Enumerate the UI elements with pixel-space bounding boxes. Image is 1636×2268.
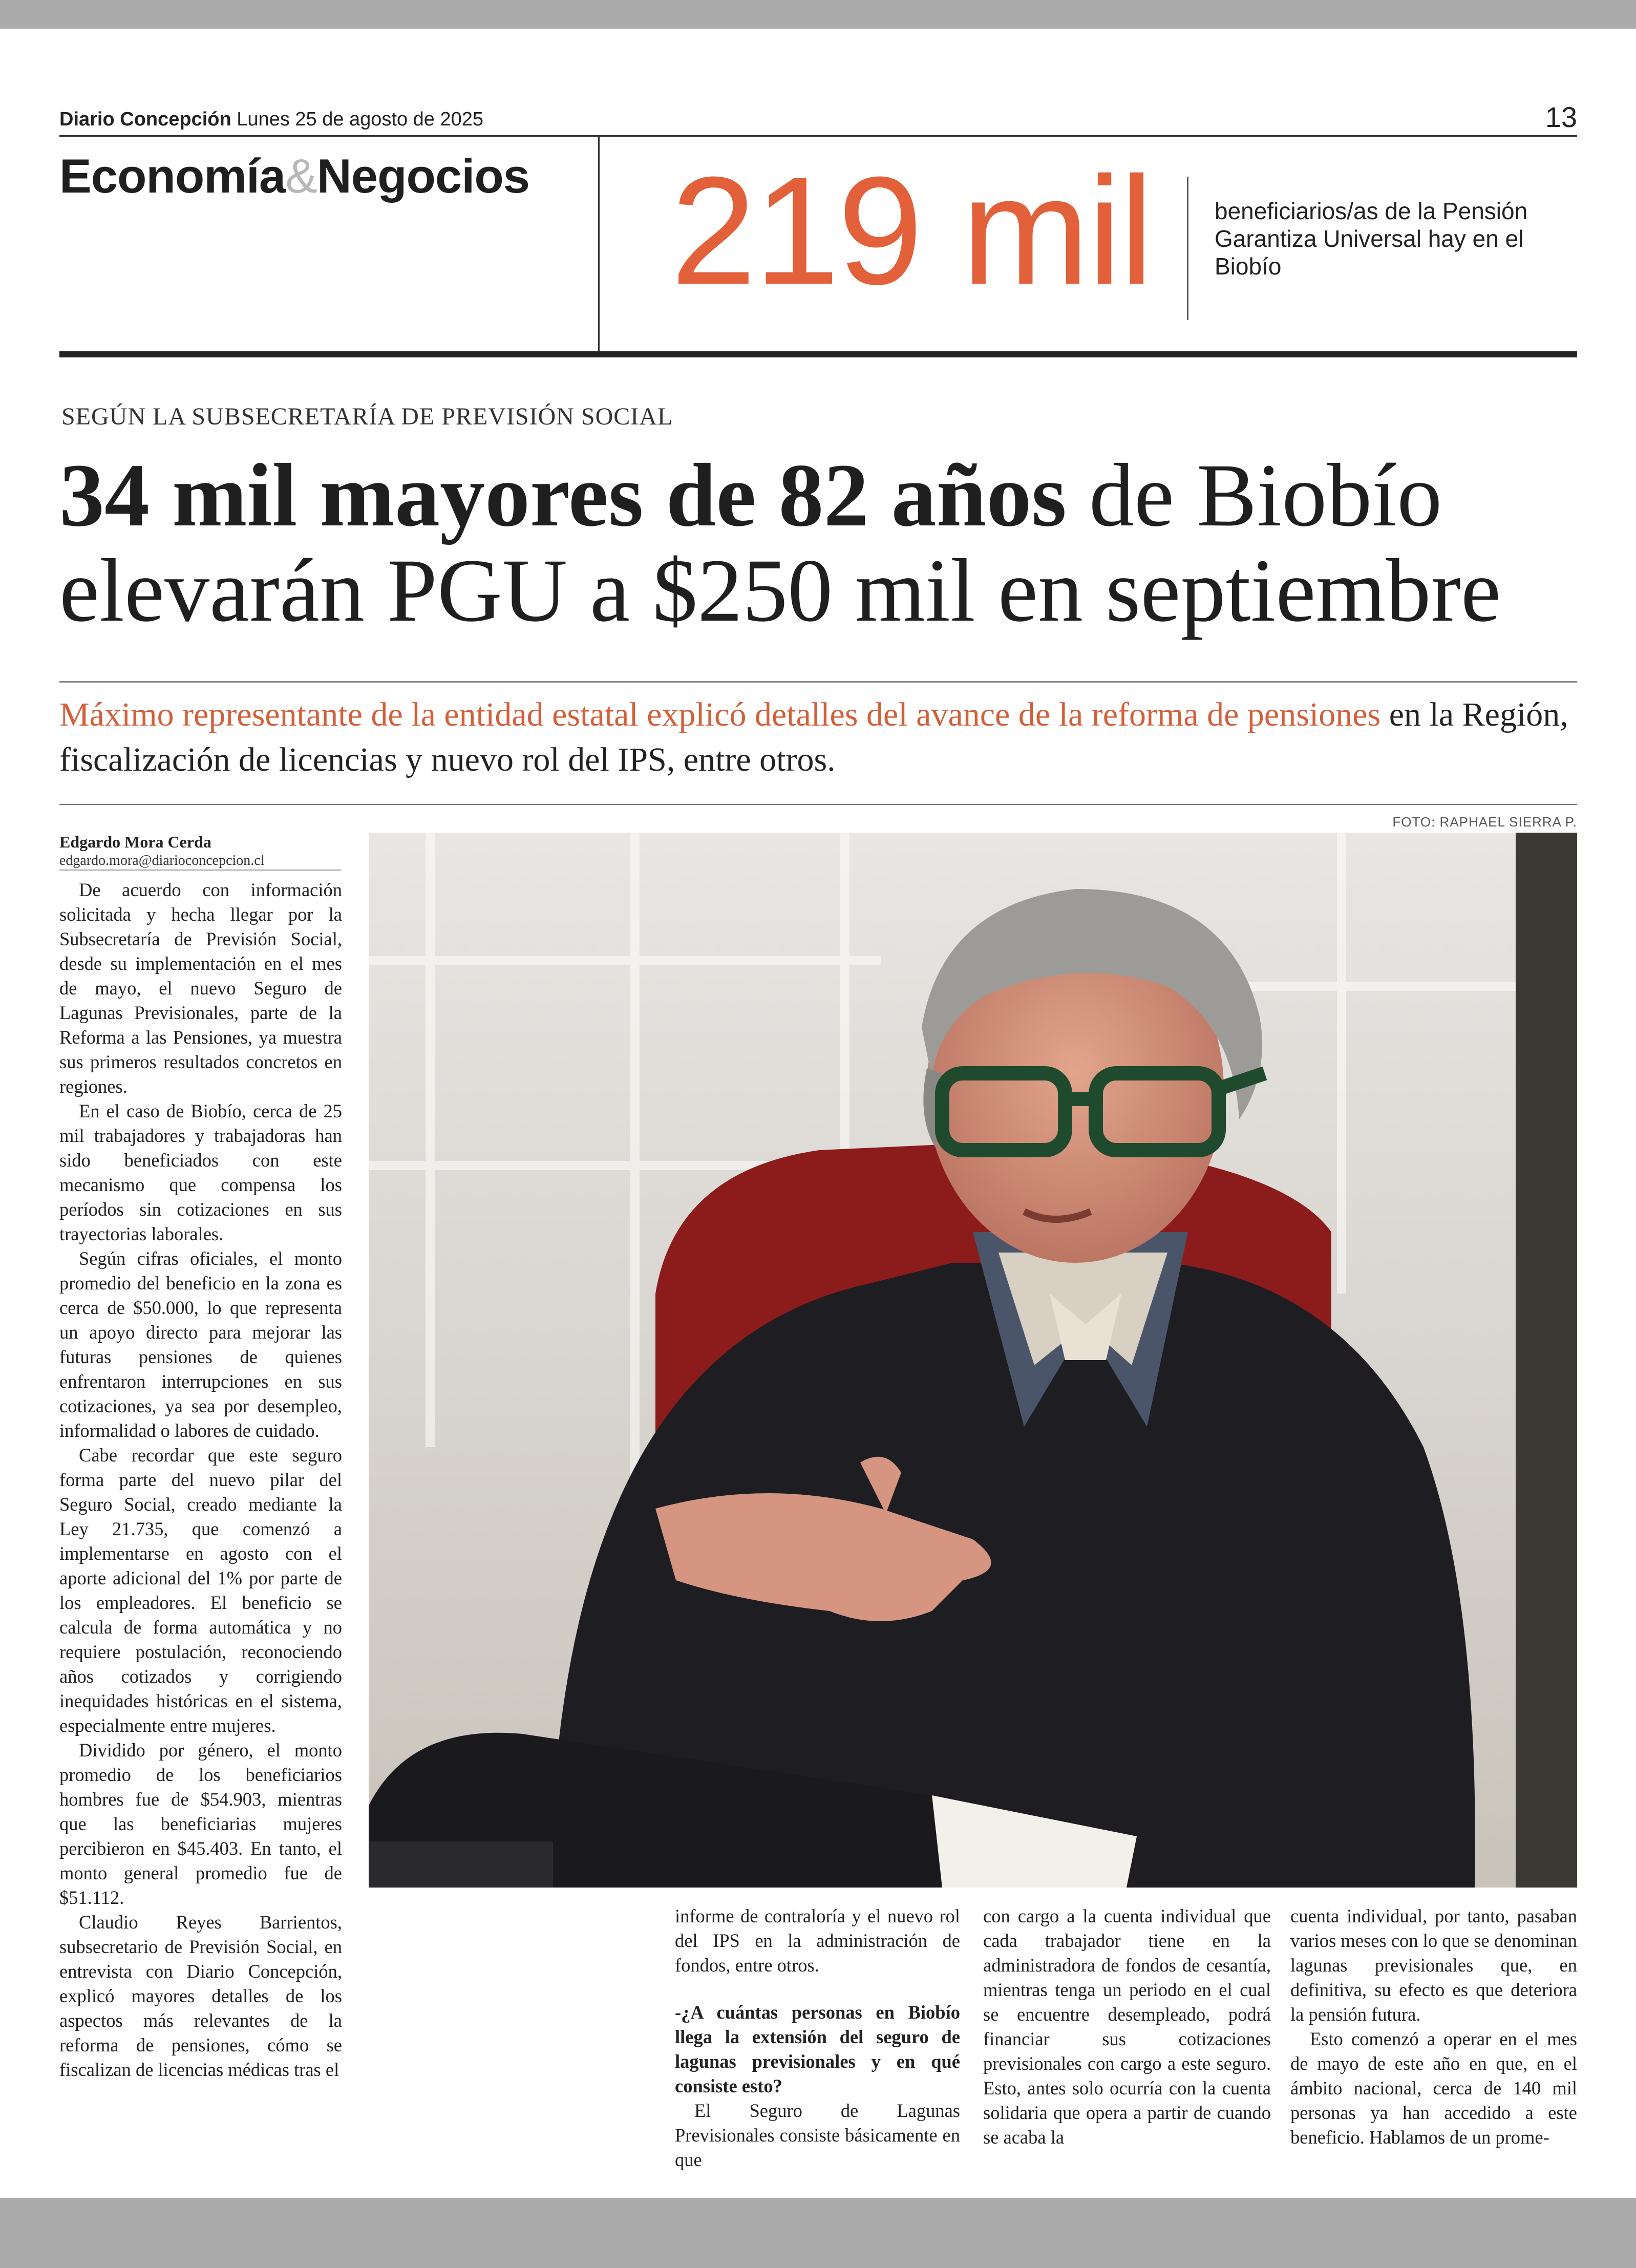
section-ampersand: & bbox=[285, 149, 317, 203]
folio-line bbox=[59, 109, 483, 131]
article-photo bbox=[369, 833, 1577, 1888]
byline-rule bbox=[59, 870, 341, 871]
deck-highlight: Máximo representante de la entidad estatal explicó detalles del avance de la reforma de pensiones bbox=[59, 696, 1381, 733]
issue-date: Lunes 25 de agosto de 2025 bbox=[237, 109, 484, 130]
headline-rest: de Biobío elevarán PGU a $250 mil en septiembre bbox=[59, 446, 1501, 641]
body-paragraph: Claudio Reyes Barrientos, subsecretario de Previsión Social, en entrevista con Diario Concepción, explicó mayores detalles de los aspectos más relevantes de la reforma de pensiones, cómo se fiscalizan de licencias médicas tras el bbox=[59, 1912, 342, 2080]
body-paragraph: Cabe recordar que este seguro forma parte del nuevo pilar del Seguro Social, creado mediante la Ley 21.735, que comenzó a implementarse en agosto con el aporte adicional del 1% por parte de los empleadores. El beneficio se calcula de forma automática y no requiere postulación, reconociendo años cotizados y corrigiendo inequidades históricas en el sistema, especialmente entre mujeres. bbox=[59, 1445, 342, 1736]
body-paragraph: cuenta individual, por tanto, pasaban varios meses con lo que se denominan lagunas previsionales que, en definitiva, su efecto es que deteriora la pensión futura. bbox=[1290, 1905, 1577, 2025]
interview-question: -¿A cuántas personas en Biobío llega la extensión del seguro de lagunas previsionales y en qué consiste esto? bbox=[675, 2002, 960, 2096]
photo-rule bbox=[59, 804, 1577, 805]
article-kicker: SEGÚN LA SUBSECRETARÍA DE PREVISIÓN SOCIAL bbox=[61, 403, 673, 430]
author-email: edgardo.mora@diarioconcepcion.cl bbox=[59, 853, 265, 868]
photo-credit: FOTO: RAPHAEL SIERRA P. bbox=[1392, 814, 1577, 830]
top-gray-band bbox=[0, 0, 1636, 29]
article-headline bbox=[59, 448, 1585, 639]
page-number: 13 bbox=[1545, 101, 1577, 133]
highlight-figure: 219 mil bbox=[671, 144, 1152, 316]
publication-name: Diario Concepción bbox=[59, 109, 231, 130]
body-column-1 bbox=[59, 878, 342, 2189]
body-paragraph: Esto comenzó a operar en el mes de mayo de este año en que, en el ámbito nacional, cerca de 140 mil personas ya han accedido a este beneficio. Hablamos de un prome- bbox=[1290, 2028, 1577, 2148]
highlight-caption: beneficiarios/as de la Pensión Garantiza Universal hay en el Biobío bbox=[1215, 198, 1528, 280]
body-paragraph: El Seguro de Lagunas Previsionales consiste básicamente en que bbox=[675, 2100, 960, 2170]
section-title-part2: Negocios bbox=[316, 149, 530, 203]
photo-illustration bbox=[369, 833, 1577, 1888]
headline-bold: 34 mil mayores de 82 años bbox=[59, 446, 1067, 545]
body-paragraph: con cargo a la cuenta individual que cada trabajador tiene en la administradora de fondos de cesantía, mientras tenga un periodo en el cual se encuentre desempleado, podrá financiar sus cotizaciones previsionales con cargo a este seguro. Esto, antes solo ocurría con la cuenta solidaria que opera a partir de cuando se acaba la bbox=[983, 1905, 1271, 2148]
byline bbox=[59, 833, 346, 869]
article-deck bbox=[59, 692, 1585, 782]
bottom-gray-band bbox=[0, 2198, 1636, 2268]
body-paragraph: Dividido por género, el monto promedio de los beneficiarios hombres fue de $54.903, mientras que las beneficiarias mujeres percibieron en $45.403. En tanto, el monto general promedio fue de $51.112. bbox=[59, 1740, 342, 1908]
body-paragraph: De acuerdo con información solicitada y hecha llegar por la Subsecretaría de Previsión Social, desde su implementación en el mes de mayo, el nuevo Seguro de Lagunas Previsionales, parte de la Reforma a las Pensiones, ya muestra sus primeros resultados concretos en regiones. bbox=[59, 879, 342, 1097]
author-name: Edgardo Mora Cerda bbox=[59, 833, 211, 851]
highlight-divider bbox=[1187, 177, 1188, 320]
deck-rest: en la Región, fiscalización de licencias y nuevo rol del IPS, entre otros. bbox=[59, 696, 1568, 778]
header-thick-rule bbox=[59, 351, 1577, 357]
body-column-2 bbox=[675, 1904, 960, 2191]
section-title-part1: Economía bbox=[59, 149, 286, 203]
body-column-3 bbox=[983, 1904, 1271, 2191]
header-rule bbox=[59, 135, 1577, 137]
section-title bbox=[59, 149, 529, 204]
body-paragraph: En el caso de Biobío, cerca de 25 mil trabajadores y trabajadoras han sido beneficiados con este mecanismo que compensa los períodos sin cotizaciones en sus trayectorias laborales. bbox=[59, 1100, 342, 1244]
body-paragraph: informe de contraloría y el nuevo rol del IPS en la administración de fondos, entre otros. bbox=[675, 1905, 960, 1976]
header-divider bbox=[598, 136, 600, 351]
body-paragraph: Según cifras oficiales, el monto promedio del beneficio en la zona es cerca de $50.000, lo que representa un apoyo directo para mejorar las futuras pensiones de quienes enfrentaron interrupciones en sus cotizaciones, ya sea por desempleo, informalidad o labores de cuidado. bbox=[59, 1248, 342, 1441]
body-column-4 bbox=[1290, 1904, 1577, 2191]
deck-rule bbox=[59, 681, 1577, 683]
